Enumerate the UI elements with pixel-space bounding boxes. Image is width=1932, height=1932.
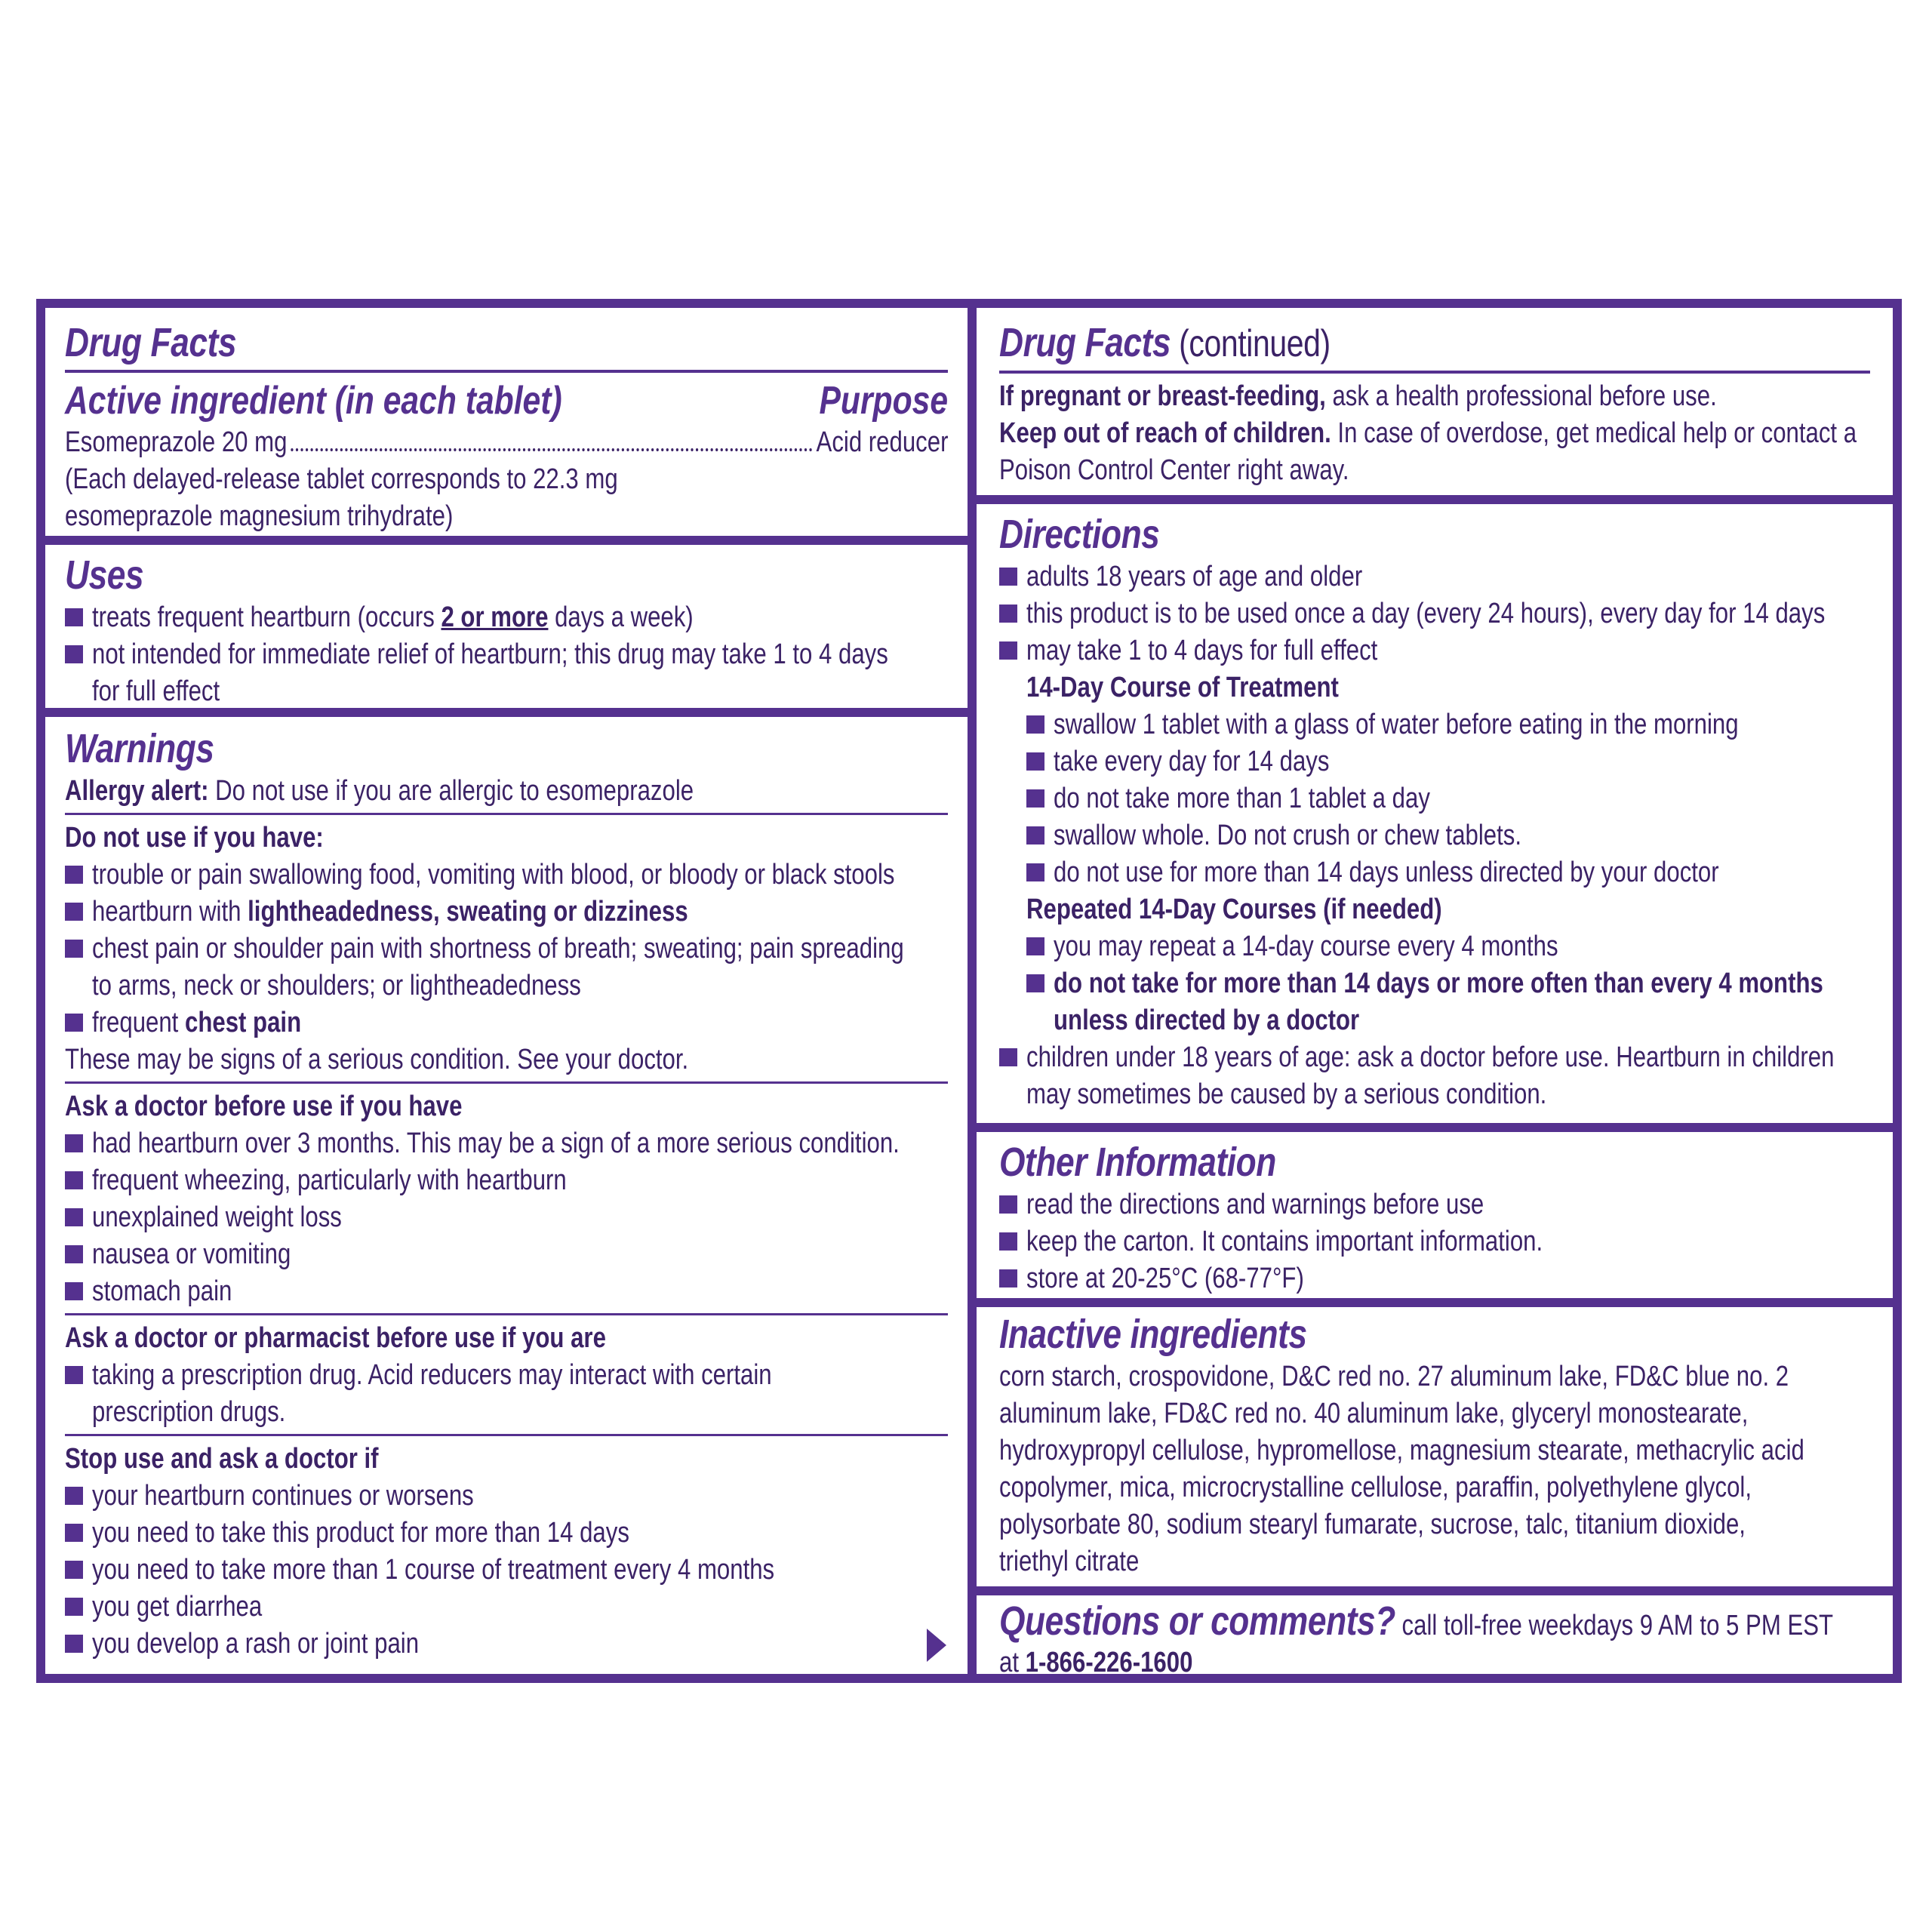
list-item: do not use for more than 14 days unless directed by your doctor [1054,857,1719,888]
ingredient-name: Esomeprazole 20 mg [65,426,288,458]
square-bullet-icon [65,1245,83,1263]
square-bullet-icon [1026,789,1044,808]
inactive-line: polysorbate 80, sodium stearyl fumarate, sucrose, talc, titanium dioxide, [999,1509,1746,1540]
inactive-line: hydroxypropyl cellulose, hypromellose, magnesium stearate, methacrylic acid [999,1435,1804,1466]
active-ingredient-heading: Active ingredient (in each tablet) [65,379,562,423]
active-ingredient-panel [45,308,968,536]
square-bullet-icon [65,1282,83,1300]
list-item: this product is to be used once a day (every 24 hours), every day for 14 days [1026,598,1826,629]
list-item: heartburn with lightheadedness, sweating or dizziness [92,896,688,928]
ingredient-note-line1: (Each delayed-release tablet corresponds to 22.3 mg [65,463,618,495]
list-item: store at 20-25°C (68-77°F) [1026,1263,1304,1294]
ask-pharmacist-heading: Ask a doctor or pharmacist before use if you are [65,1322,606,1354]
list-item: swallow 1 tablet with a glass of water before eating in the morning [1054,709,1739,740]
divider [999,371,1870,374]
square-bullet-icon [65,1635,83,1653]
list-item: frequent wheezing, particularly with heartburn [92,1164,567,1196]
ingredient-note-line2: esomeprazole magnesium trihydrate) [65,500,454,532]
course-heading: 14-Day Course of Treatment [1026,672,1339,703]
ingredient-purpose: Acid reducer [816,426,949,458]
pregnancy-warning: If pregnant or breast-feeding, ask a health professional before use. [999,380,1717,412]
list-item: adults 18 years of age and older [1026,561,1363,592]
leader-dots [291,445,812,451]
uses-heading: Uses [65,552,144,598]
square-bullet-icon [65,903,83,921]
inactive-line: aluminum lake, FD&C red no. 40 aluminum lake, glyceryl monostearate, [999,1398,1749,1429]
square-bullet-icon [999,1195,1017,1214]
square-bullet-icon [999,605,1017,623]
square-bullet-icon [65,1134,83,1152]
phone-line: at 1-866-226-1600 [999,1647,1713,1674]
list-item: chest pain or shoulder pain with shortness of breath; sweating; pain spreading to arms, neck or shoulders; or lightheadedness [92,933,904,1001]
square-bullet-icon [65,645,83,663]
keep-out-of-reach: Keep out of reach of children. In case of overdose, get medical help or contact a [999,417,1857,449]
list-item: not intended for immediate relief of heartburn; this drug may take 1 to 4 days for full effect [92,638,888,707]
list-item: swallow whole. Do not crush or chew tablets. [1054,820,1522,851]
square-bullet-icon [1026,752,1044,771]
allergy-alert: Allergy alert: Do not use if you are allergic to esomeprazole [65,775,694,807]
square-bullet-icon [999,641,1017,660]
repeat-heading: Repeated 14-Day Courses (if needed) [1026,894,1442,925]
inactive-line: copolymer, mica, microcrystalline cellulose, paraffin, polyethylene glycol, [999,1472,1752,1503]
drug-facts-title: Drug Facts [65,320,237,365]
square-bullet-icon [65,1487,83,1505]
uses-panel [45,545,968,708]
stop-use-heading: Stop use and ask a doctor if [65,1443,379,1475]
inactive-ingredients-heading: Inactive ingredients [999,1312,1307,1357]
square-bullet-icon [65,1524,83,1542]
square-bullet-icon [999,1232,1017,1251]
list-item: trouble or pain swallowing food, vomiting with blood, or bloody or black stools [92,859,895,891]
drug-facts-label [36,299,1902,1683]
other-information-panel [977,1132,1893,1298]
ask-doctor-heading: Ask a doctor before use if you have [65,1091,463,1122]
questions-panel [977,1595,1893,1674]
other-information-heading: Other Information [999,1140,1276,1185]
phone-number: 1-866-226-1600 [1025,1647,1193,1674]
poison-control-line: Poison Control Center right away. [999,454,1349,486]
list-item: children under 18 years of age: ask a doctor before use. Heartburn in children may sometimes be caused by a serious condition. [1026,1041,1835,1110]
list-item: nausea or vomiting [92,1238,291,1270]
purpose-heading: Purpose [819,379,948,423]
square-bullet-icon [1026,715,1044,734]
list-item: do not take more than 1 tablet a day [1054,783,1430,814]
square-bullet-icon [65,608,83,626]
divider [65,1434,948,1436]
divider [65,1081,948,1084]
list-item: may take 1 to 4 days for full effect [1026,635,1378,666]
list-item: you may repeat a 14-day course every 4 months [1054,931,1558,962]
list-item: take every day for 14 days [1054,746,1330,777]
serious-condition-note: These may be signs of a serious condition. See your doctor. [65,1044,689,1075]
do-not-use-heading: Do not use if you have: [65,822,324,854]
list-item: unexplained weight loss [92,1201,342,1233]
divider [65,1313,948,1315]
divider [65,813,948,815]
warnings-panel [45,717,968,1674]
square-bullet-icon [65,1598,83,1616]
right-column [977,308,1893,1674]
list-item: do not take for more than 14 days or more often than every 4 months unless directed by a doctor [1054,968,1823,1036]
warnings-heading: Warnings [65,726,214,771]
inactive-line: triethyl citrate [999,1546,1140,1577]
directions-heading: Directions [999,512,1160,557]
list-item: stomach pain [92,1275,232,1307]
square-bullet-icon [1026,974,1044,992]
left-column [45,308,968,1674]
inactive-line: corn starch, crospovidone, D&C red no. 27 aluminum lake, FD&C blue no. 2 [999,1361,1789,1392]
list-item: you get diarrhea [92,1591,263,1623]
list-item: read the directions and warnings before use [1026,1189,1484,1220]
drug-facts-continued-title: Drug Facts (continued) [999,320,1331,365]
square-bullet-icon [65,1014,83,1032]
square-bullet-icon [1026,937,1044,955]
triangle-right-icon [927,1629,946,1662]
square-bullet-icon [999,568,1017,586]
list-item: your heartburn continues or worsens [92,1480,474,1512]
square-bullet-icon [65,1366,83,1384]
square-bullet-icon [1026,863,1044,881]
list-item: you need to take this product for more than 14 days [92,1517,629,1549]
square-bullet-icon [65,1171,83,1189]
square-bullet-icon [1026,826,1044,844]
list-item: you develop a rash or joint pain [92,1628,420,1660]
inactive-ingredients-panel [977,1307,1893,1586]
list-item: treats frequent heartburn (occurs 2 or more days a week) [92,601,694,633]
square-bullet-icon [65,1208,83,1226]
questions-line: Questions or comments? call toll-free weekdays 9 AM to 5 PM EST [999,1598,1834,1644]
list-item: had heartburn over 3 months. This may be a sign of a more serious condition. [92,1128,900,1159]
list-item: frequent chest pain [92,1007,302,1038]
continued-panel [977,308,1893,495]
square-bullet-icon [65,866,83,884]
list-item: taking a prescription drug. Acid reducers may interact with certain prescription drugs. [92,1359,772,1428]
square-bullet-icon [65,1561,83,1579]
divider [65,370,948,373]
list-item: you need to take more than 1 course of treatment every 4 months [92,1554,775,1586]
list-item: keep the carton. It contains important information. [1026,1226,1543,1257]
square-bullet-icon [999,1048,1017,1066]
square-bullet-icon [65,940,83,958]
square-bullet-icon [999,1269,1017,1287]
directions-panel [977,504,1893,1123]
